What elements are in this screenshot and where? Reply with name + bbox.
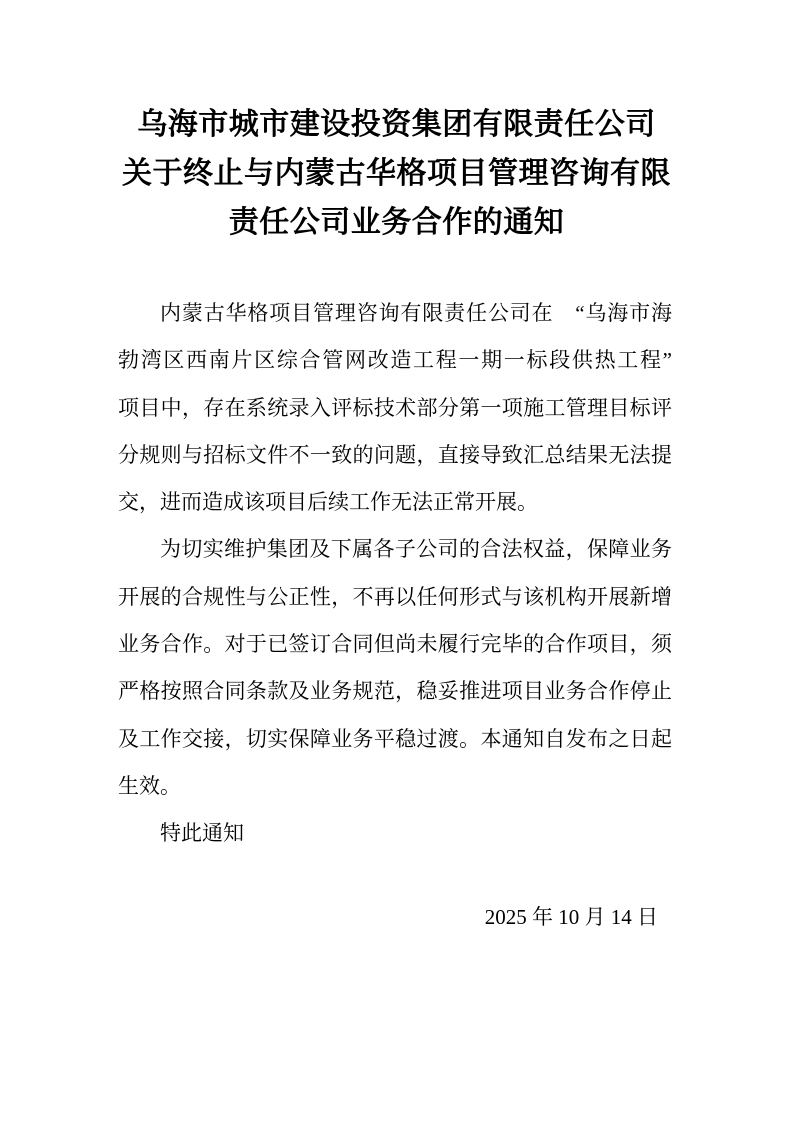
body-line: 项目中，存在系统录入评标技术部分第一项施工管理目标评 bbox=[118, 395, 672, 420]
body-line: 开展的合规性与公正性，不再以任何形式与该机构开展新增 bbox=[118, 584, 672, 609]
body-line: 分规则与招标文件不一致的问题，直接导致汇总结果无法提 bbox=[118, 442, 672, 467]
body-line: 生效。 bbox=[118, 773, 181, 798]
date-line: 2025 年 10 月 14 日 bbox=[484, 904, 658, 929]
closing-line: 特此通知 bbox=[160, 821, 244, 846]
body-line: 为切实维护集团及下属各子公司的合法权益，保障业务 bbox=[160, 537, 672, 562]
body-line: 业务合作。对于已签订合同但尚未履行完毕的合作项目，须 bbox=[118, 632, 672, 657]
body-line: 及工作交接，切实保障业务平稳过渡。本通知自发布之日起 bbox=[118, 726, 672, 751]
body-line: 勃湾区西南片区综合管网改造工程一期一标段供热工程” bbox=[118, 348, 672, 373]
title-line-3: 责任公司业务合作的通知 bbox=[228, 206, 565, 239]
document-body bbox=[118, 290, 672, 941]
body-line: 内蒙古华格项目管理咨询有限责任公司在 “乌海市海 bbox=[160, 301, 672, 325]
body-line: 交，进而造成该项目后续工作无法正常开展。 bbox=[118, 490, 538, 515]
title-line-2: 关于终止与内蒙古华格项目管理咨询有限 bbox=[122, 157, 671, 190]
body-line: 严格按照合同条款及业务规范，稳妥推进项目业务合作停止 bbox=[118, 679, 672, 704]
title-line-1: 乌海市城市建设投资集团有限责任公司 bbox=[137, 108, 656, 141]
document-title bbox=[0, 0, 793, 247]
